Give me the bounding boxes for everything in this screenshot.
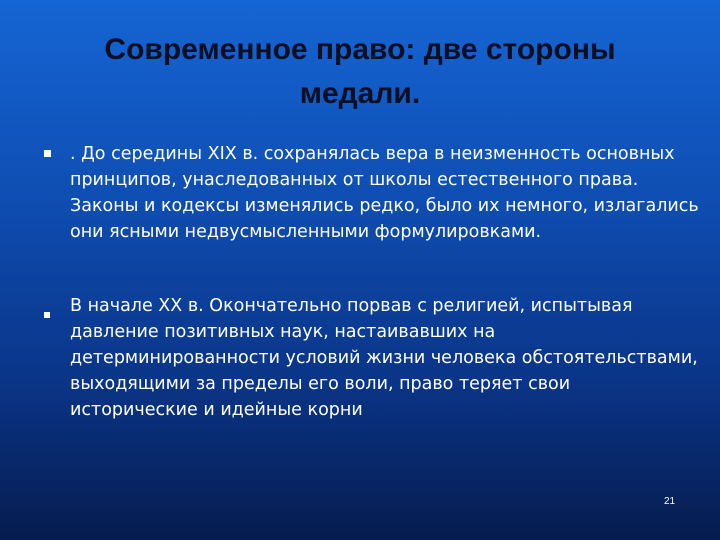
bullet-square-icon — [44, 312, 50, 318]
bullet-square-icon — [44, 150, 51, 157]
slide-title — [60, 28, 660, 116]
slide-title-line1: Современное право: две стороны — [104, 33, 616, 66]
slide-title-line2: медали. — [299, 77, 421, 110]
bullet-paragraph-2: В начале XX в. Окончательно порвав с религией, испытывая давление позитивных наук, настаивавших на детерминированности условий жизни человека обстоятельствами, выходящими за пределы его воли, право теряет свои исторические и идейные корни — [70, 296, 698, 420]
page-number: 21 — [664, 496, 676, 507]
bullet-paragraph-1: . До середины XIX в. сохранялась вера в неизменность основных принципов, унаследованных от школы естественного права. Законы и кодексы изменялись редко, было их немного, излагались они ясными недвусмысленными формулировками. — [70, 144, 699, 242]
